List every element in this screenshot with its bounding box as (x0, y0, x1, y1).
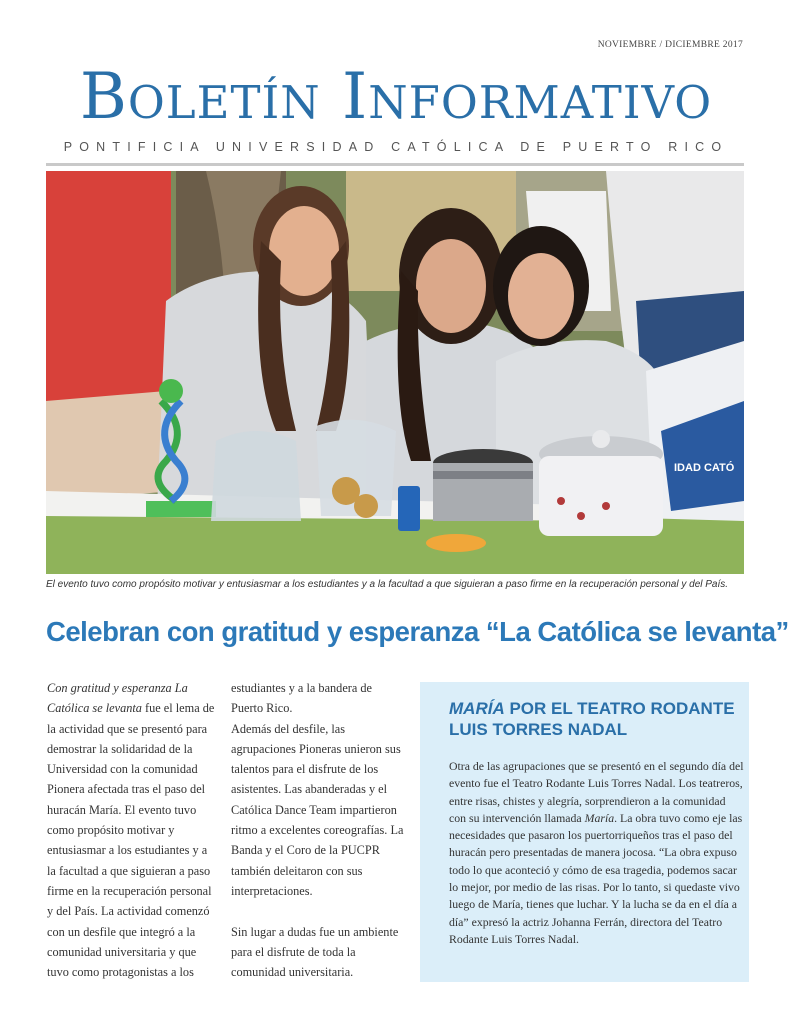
header-divider (46, 163, 744, 166)
article-col2-paragraph-3: Sin lugar a dudas fue un ambiente para el disfrute de toda la comunidad universitaria. (231, 924, 399, 980)
newsletter-title: Boletín Informativo (79, 60, 713, 134)
sidebar-body-italic: María (584, 810, 615, 825)
sidebar-title-rest: POR EL TEATRO RODANTE LUIS TORRES NADAL (449, 699, 735, 739)
article-lead-italic: Con gratitud y esperanza La Católica se levanta (47, 681, 188, 716)
person-red-shirt (46, 171, 171, 421)
article-headline: Celebran con gratitud y esperanza “La Católica se levanta” (46, 616, 789, 647)
article-col2-paragraph-2: Además del desfile, las agrupaciones Pioneras unieron sus talentos para el disfrute de los asistentes. Las abanderadas y el Católica Dance Team impartieron ritmo a excelentes coreografías. La Banda y el Coro de la PUCPR también deleitaron con sus interpretaciones. (231, 721, 404, 898)
university-name: PONTIFICIA UNIVERSIDAD CATÓLICA DE PUERTO RICO (63, 140, 729, 154)
soda-can (398, 486, 420, 531)
shirt-logo-text: IDAD CATÓ (674, 462, 735, 474)
sidebar-box (420, 682, 749, 982)
event-photo (46, 171, 744, 574)
sidebar-title-italic: MARÍA (449, 699, 505, 718)
paragraph-gap (231, 901, 406, 921)
sidebar-title (449, 698, 739, 740)
article-column-1 (47, 678, 217, 982)
article-col1-text: fue el lema de la actividad que se presentó para demostrar la solidaridad de la Universidad con la comunidad Pionera afectada tras el paso del huracán María. El evento tuvo como propósito motivar y entusiasmar a los estudiantes y a la facultad a que siguieran a paso firme en la recuperación personal y del País. La actividad comenzó con un desfile que integró a la comunidad universitaria y que tuvo como protagonistas a los (47, 701, 215, 980)
slow-cooker-left (433, 449, 533, 521)
article-column-2 (231, 678, 406, 982)
slow-cooker-right (539, 430, 663, 536)
sidebar-body (449, 758, 745, 948)
sidebar-body-part-1: Otra de las agrupaciones que se presentó en el segundo día del evento fue el Teatro Rodante Luis Torres Nadal. Los teatreros, entre risas, chistes y alegría, sorprendieron a la comunidad con su intervención llamada (449, 759, 744, 825)
photo-caption: El evento tuvo como propósito motivar y entusiasmar a los estudiantes y a la facultad a que siguieran a paso firme en la recuperación personal y del País. (46, 579, 729, 590)
issue-date: NOVIEMBRE / DICIEMBRE 2017 (597, 40, 743, 50)
sidebar-body-part-2: . La obra tuvo como eje las necesidades que pasaron los puertorriqueños tras el paso del huracán pero presentadas de manera jocosa. “La obra expuso todo lo que aconteció y cómo de esa tragedia, podemos sacar lo mejor, por medio de las risas. Por lo tanto, si quedaste vivo luego de María, tienes que luchar. Y la lucha se da en el día a día” expresó la actriz Johanna Ferrán, directora del Teatro Rodante Luis Torres Nadal. (449, 810, 743, 946)
article-col2-paragraph-1: estudiantes y a la bandera de Puerto Rico. (231, 681, 373, 716)
